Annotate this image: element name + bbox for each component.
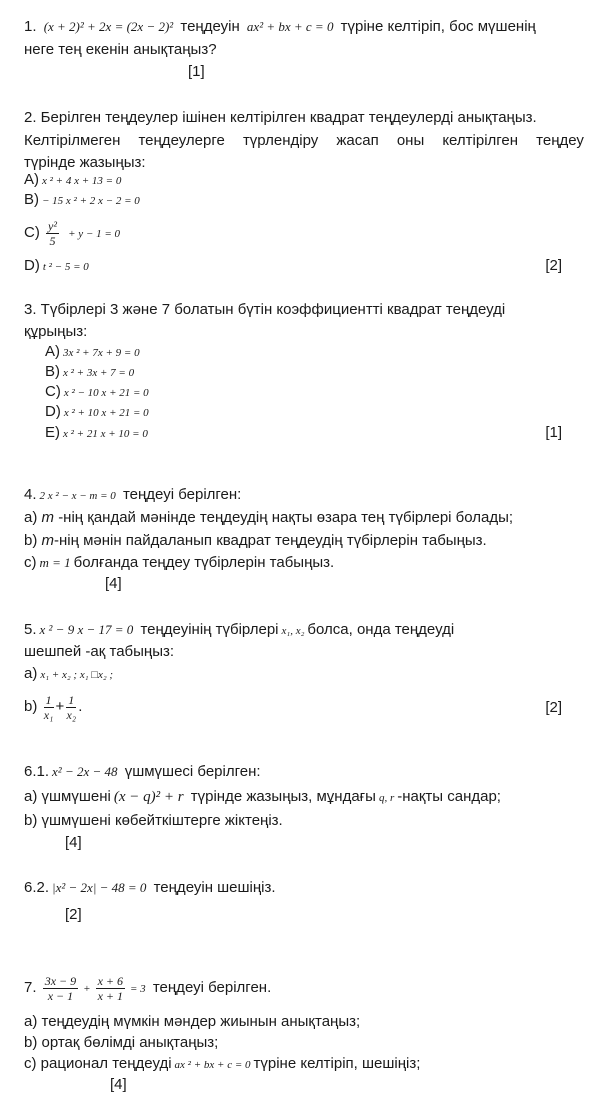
option-label: B) (24, 191, 39, 208)
q4-equation: 2 x ² − x − m = 0 (39, 490, 116, 502)
q1-number: 1. (24, 18, 37, 35)
period: . (78, 698, 83, 715)
part-text: -нің қандай мәнінде теңдеудің нақты өзара тең түбірлері болады; (58, 509, 514, 526)
q5-line1 (24, 620, 454, 641)
part-label: c) (24, 554, 37, 571)
part-equation: x₁ + x₂ ; x₁ □x₂ ; (40, 669, 114, 681)
q2-line2 (24, 131, 584, 151)
option-equation: x ² + 10 x + 21 = 0 (63, 407, 149, 419)
q61-mark: [4] (65, 834, 82, 851)
q7-line1 (24, 970, 271, 1007)
q5-roots: x₁, x₂ (281, 625, 305, 637)
var-m: m (41, 532, 55, 549)
q3-line2: құрыңыз: (24, 323, 88, 340)
q1-text2: түріне келтіріп, бос мүшенің (340, 18, 536, 35)
q2-option-b (24, 190, 143, 211)
q2-word: теңдеулерге (138, 132, 225, 149)
option-equation: x ² + 3x + 7 = 0 (63, 367, 135, 379)
option-equation: 3x ² + 7x + 9 = 0 (63, 347, 140, 359)
part-text: -нің мәнін пайдаланып квадрат теңдеудің түбірлерін табыңыз. (54, 532, 487, 549)
q1-text: теңдеуін (180, 18, 240, 35)
part-label: a) (24, 509, 38, 526)
var-m: m (41, 509, 55, 526)
q1-line1 (24, 17, 536, 37)
fraction (66, 693, 76, 722)
option-label: D) (24, 257, 40, 274)
plus: + (83, 983, 91, 995)
q4-part-a (24, 508, 513, 528)
part-vars: q, r (378, 792, 395, 804)
q7-text: теңдеуі берілген. (152, 979, 272, 996)
option-label: A) (24, 171, 39, 188)
part-label: a) үшмүшені (24, 788, 111, 805)
rhs: = 3 (130, 983, 146, 995)
q2-option-c (24, 218, 123, 249)
q4-mark: [4] (105, 575, 122, 592)
q61-line1 (24, 762, 261, 782)
denominator: x₂ (66, 707, 77, 722)
q5-text: теңдеуінің түбірлері (140, 621, 279, 638)
q62-number: 6.2. (24, 879, 50, 896)
q62-text: теңдеуін шешіңіз. (153, 879, 276, 896)
option-equation: x ² + 4 x + 13 = 0 (42, 175, 122, 187)
plus: + (55, 698, 65, 715)
q62-line1 (24, 878, 276, 898)
part-equation: ax ² + bx + c = 0 (174, 1059, 251, 1071)
q7-number: 7. (24, 979, 37, 996)
option-label: E) (45, 424, 60, 441)
numerator: 1 (45, 692, 52, 707)
part-label: a) (24, 665, 38, 682)
numerator: y² (48, 218, 57, 233)
part-label: b) (24, 698, 38, 715)
q2-word: теңдеу (536, 132, 584, 149)
q3-option-b (45, 362, 137, 383)
option-equation: x ² − 10 x + 21 = 0 (63, 387, 149, 399)
q1-equation: (x + 2)² + 2x = (2x − 2)² (43, 19, 174, 34)
part-text: болғанда теңдеу түбірлерін табыңыз. (73, 554, 335, 571)
q3-line1: 3. Түбірлері 3 және 7 болатын бүтін коэффициентті квадрат теңдеуді (24, 301, 506, 318)
q61-text: үшмүшесі берілген: (124, 763, 261, 780)
fraction (46, 219, 59, 248)
denominator: x + 1 (97, 988, 123, 1003)
q5-number: 5. (24, 621, 37, 638)
q2-word: Келтірілмеген (24, 132, 121, 149)
denominator: x − 1 (47, 988, 74, 1003)
option-label: A) (45, 343, 60, 360)
fraction (96, 974, 125, 1003)
q5-mark: [2] (545, 699, 562, 716)
option-label: C) (45, 383, 61, 400)
q3-option-c (45, 382, 152, 403)
q2-mark: [2] (545, 257, 562, 274)
q7-part-a: a) теңдеудің мүмкін мәндер жиынын анықтаңыз; (24, 1013, 361, 1030)
q62-mark: [2] (65, 906, 82, 923)
part-text: түріне келтіріп, шешіңіз; (253, 1055, 421, 1072)
q5-line2: шешпей -ақ табыңыз: (24, 643, 175, 660)
denominator: 5 (49, 233, 56, 248)
q4-line1 (24, 485, 241, 506)
q1-form: ax² + bx + c = 0 (246, 19, 334, 34)
option-equation: − 15 x ² + 2 x − 2 = 0 (42, 195, 140, 207)
q61-part-a (24, 787, 501, 808)
option-label: B) (45, 363, 60, 380)
numerator: x + 6 (97, 973, 123, 988)
q62-equation: |x² − 2x| − 48 = 0 (52, 880, 147, 895)
part-label: c) рационал теңдеуді (24, 1055, 172, 1072)
q1-line2: неге тең екенін анықтаңыз? (24, 41, 217, 58)
q3-option-a (45, 342, 143, 363)
q61-equation: x² − 2x − 48 (52, 764, 118, 779)
q4-text: теңдеуі берілген: (122, 486, 242, 503)
q5-text2: болса, онда теңдеуді (307, 621, 455, 638)
q5-equation: x ² − 9 x − 17 = 0 (39, 622, 134, 637)
q2-option-d (24, 256, 92, 277)
part-equation: (x − q)² + r (113, 789, 184, 805)
part-label: b) (24, 532, 38, 549)
option-equation: + y − 1 = 0 (68, 228, 121, 240)
q3-option-d (45, 402, 152, 423)
q1-mark: [1] (188, 63, 205, 80)
q2-word: оны (396, 132, 425, 149)
q61-part-b: b) үшмүшені көбейткіштерге жіктеңіз. (24, 812, 283, 829)
option-label: D) (45, 403, 61, 420)
q4-number: 4. (24, 486, 37, 503)
option-label: C) (24, 224, 40, 241)
q4-part-c (24, 553, 334, 573)
q2-word: келтірілген (442, 132, 519, 149)
q5-part-b (24, 690, 82, 724)
fraction (43, 974, 78, 1003)
q3-mark: [1] (545, 424, 562, 441)
q4-part-b (24, 531, 487, 551)
part-text2: -нақты сандар; (397, 788, 501, 805)
q2-option-a (24, 170, 124, 191)
q2-word: жасап (336, 132, 379, 149)
q2-line3: түрінде жазыңыз: (24, 154, 146, 171)
q2-line1: 2. Берілген теңдеулер ішінен келтірілген квадрат теңдеулерді анықтаңыз. (24, 109, 537, 126)
numerator: 3x − 9 (44, 973, 77, 988)
q3-option-e (45, 423, 151, 444)
q5-part-a (24, 664, 116, 685)
part-text: түрінде жазыңыз, мұндағы (190, 788, 376, 805)
fraction (44, 693, 54, 722)
q2-word: түрлендіру (242, 132, 319, 149)
option-equation: x ² + 21 x + 10 = 0 (63, 428, 148, 440)
q7-mark: [4] (110, 1076, 127, 1093)
q7-part-b: b) ортақ бөлімді анықтаңыз; (24, 1034, 219, 1051)
option-equation: t ² − 5 = 0 (42, 261, 89, 273)
denominator: x₁ (43, 707, 54, 722)
numerator: 1 (68, 692, 75, 707)
q7-part-c (24, 1054, 420, 1075)
q61-number: 6.1. (24, 763, 50, 780)
part-equation: m = 1 (39, 555, 71, 570)
